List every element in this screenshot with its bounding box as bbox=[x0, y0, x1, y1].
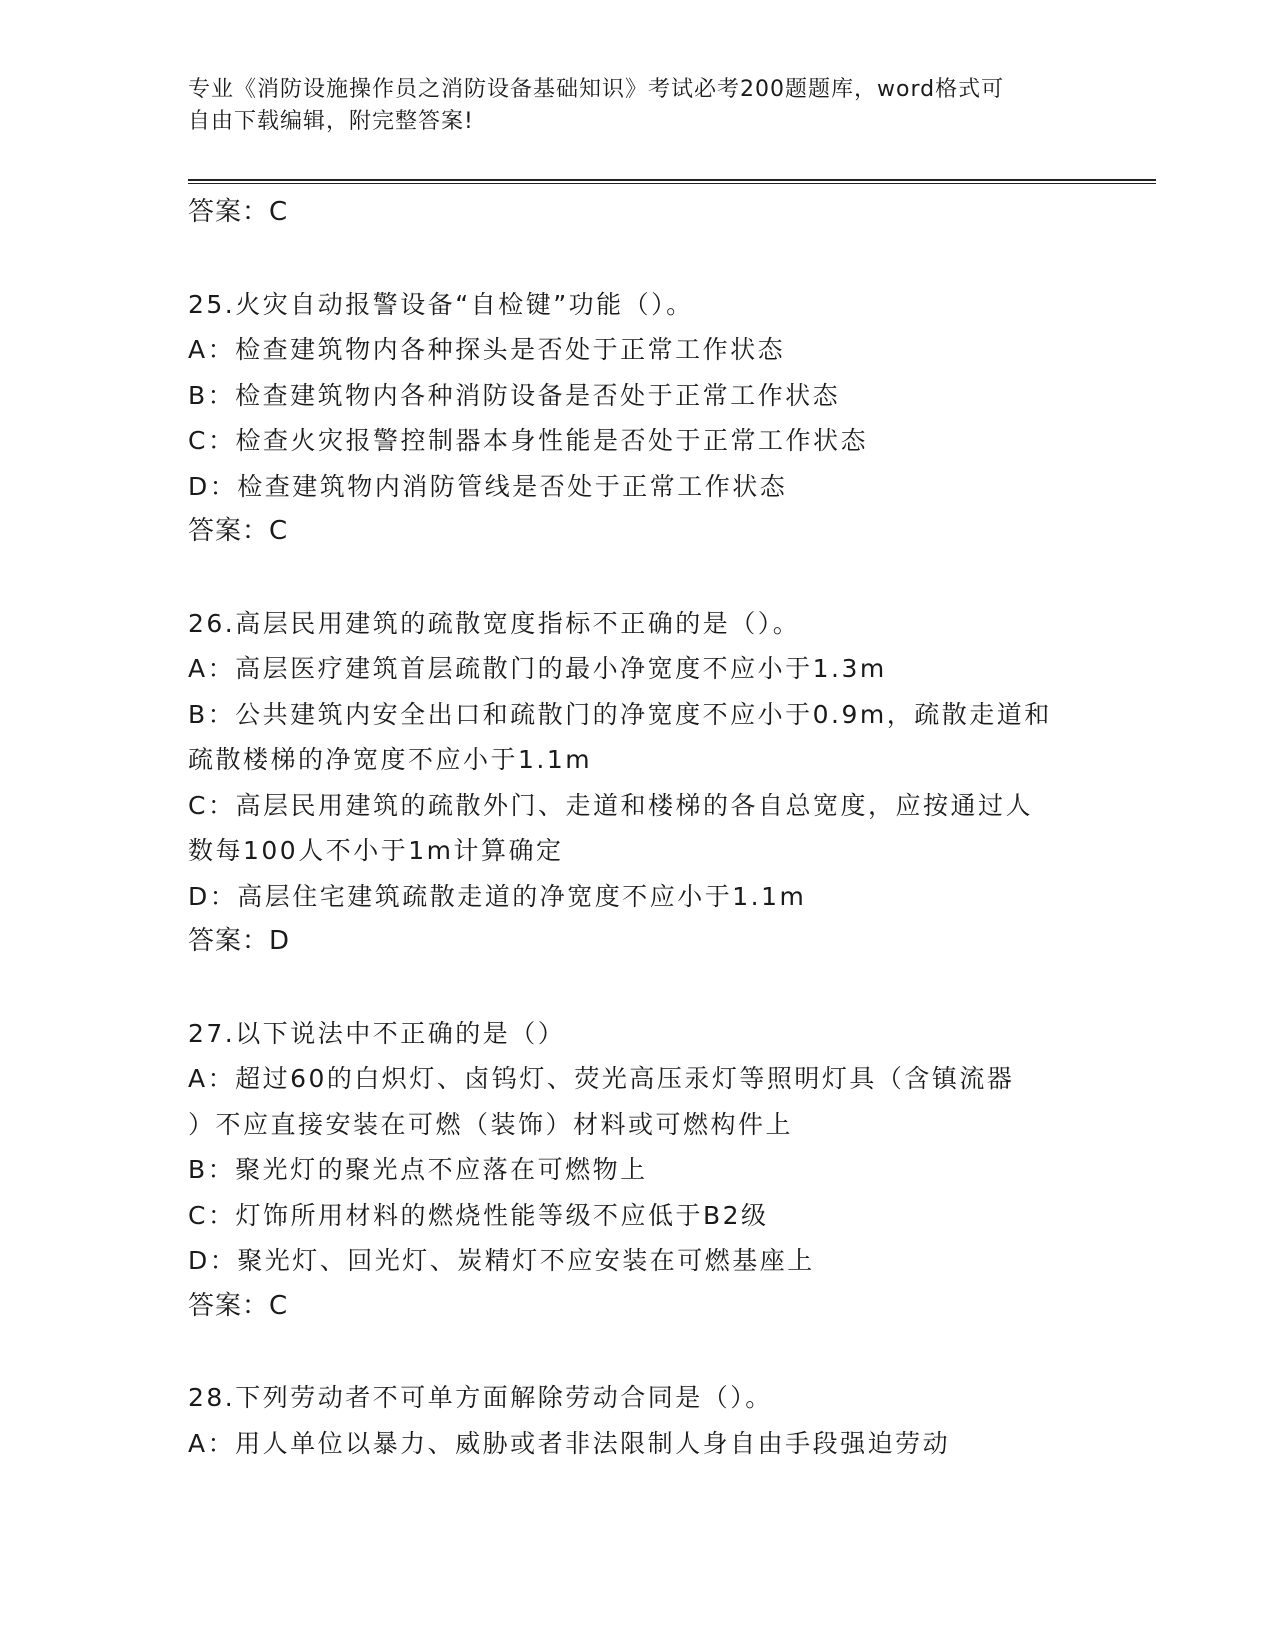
question-text-line: 数每100人不小于1m计算确定 bbox=[188, 836, 564, 865]
document-header bbox=[188, 74, 1068, 138]
question-text-line: 疏散楼梯的净宽度不应小于1.1m bbox=[188, 745, 593, 774]
spacer bbox=[188, 1329, 1088, 1375]
question-text-line: A：超过60的白炽灯、卤钨灯、荧光高压汞灯等照明灯具（含镇流器 bbox=[188, 1064, 1015, 1093]
question-text-line: A：检查建筑物内各种探头是否处于正常工作状态 bbox=[188, 335, 786, 364]
answer-line: 答案：C bbox=[188, 516, 289, 546]
question-text-line: 28.下列劳动者不可单方面解除劳动合同是（）。 bbox=[188, 1383, 773, 1412]
question-text-line: ）不应直接安装在可燃（装饰）材料或可燃构件上 bbox=[188, 1109, 794, 1139]
header-line-2: 自由下载编辑，附完整答案! bbox=[188, 109, 474, 134]
question-text-line: A：用人单位以暴力、威胁或者非法限制人身自由手段强迫劳动 bbox=[188, 1428, 951, 1458]
question-text-line: C：检查火灾报警控制器本身性能是否处于正常工作状态 bbox=[188, 426, 868, 455]
question-text-line: 26.高层民用建筑的疏散宽度指标不正确的是（）。 bbox=[188, 608, 801, 638]
question-text-line: 27.以下说法中不正确的是（） bbox=[188, 1018, 566, 1048]
answer-line: 答案：D bbox=[188, 926, 291, 956]
question-text-line: B：聚光灯的聚光点不应落在可燃物上 bbox=[188, 1155, 648, 1184]
spacer bbox=[188, 555, 1088, 601]
question-text-line: D：检查建筑物内消防管线是否处于正常工作状态 bbox=[188, 471, 788, 501]
question-text-line: B：公共建筑内安全出口和疏散门的净宽度不应小于0.9m，疏散走道和 bbox=[188, 699, 1052, 729]
question-text-line: D：聚光灯、回光灯、炭精灯不应安装在可燃基座上 bbox=[188, 1246, 815, 1275]
answer-line: 答案：C bbox=[188, 1290, 289, 1321]
spacer bbox=[188, 236, 1088, 282]
question-text-line: B：检查建筑物内各种消防设备是否处于正常工作状态 bbox=[188, 380, 841, 410]
header-rule-thick bbox=[188, 179, 1156, 181]
spacer bbox=[188, 965, 1088, 1011]
question-text-line: C：高层民用建筑的疏散外门、走道和楼梯的各自总宽度，应按通过人 bbox=[188, 790, 1033, 820]
header-rule-thin bbox=[188, 183, 1156, 184]
answer-line: 答案：C bbox=[188, 197, 289, 227]
question-text-line: A：高层医疗建筑首层疏散门的最小净宽度不应小于1.3m bbox=[188, 654, 887, 683]
question-text-line: D：高层住宅建筑疏散走道的净宽度不应小于1.1m bbox=[188, 881, 807, 911]
question-text-line: 25.火灾自动报警设备“自检键”功能（）。 bbox=[188, 289, 694, 319]
question-text-line: C：灯饰所用材料的燃烧性能等级不应低于B2级 bbox=[188, 1200, 769, 1230]
question-content bbox=[188, 190, 1088, 1466]
header-line-1: 专业《消防设施操作员之消防设备基础知识》考试必考200题题库，word格式可 bbox=[188, 77, 1005, 102]
